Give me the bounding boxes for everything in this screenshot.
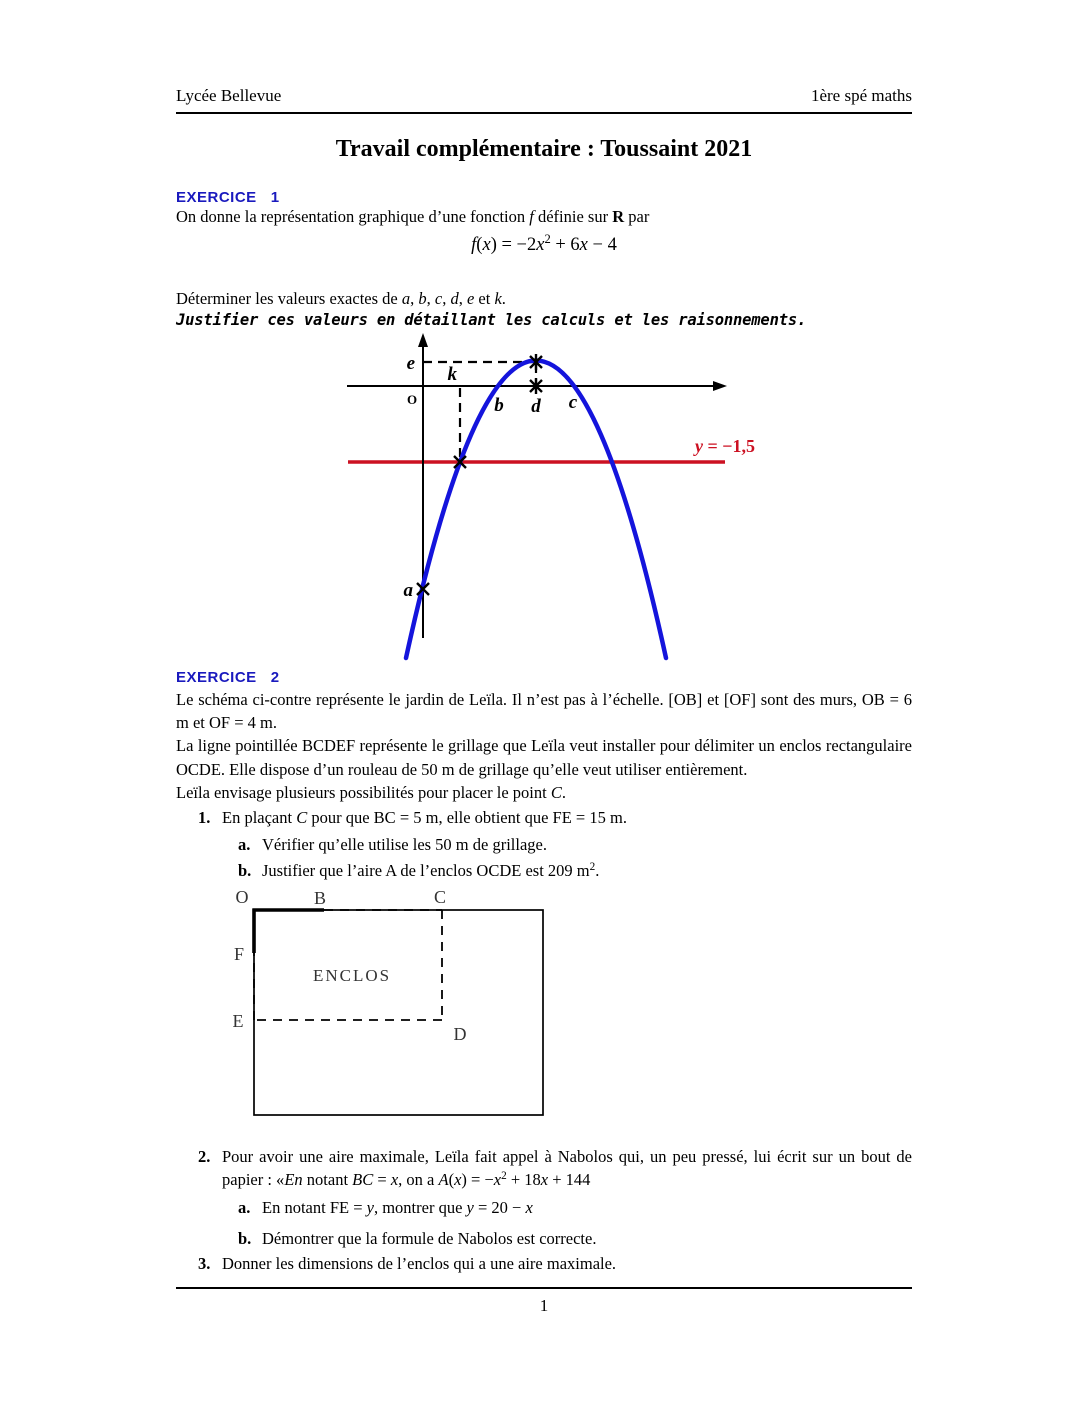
red-line-label xyxy=(693,436,755,456)
enclos-label: ENCLOS xyxy=(312,966,392,985)
y-axis-arrow-icon xyxy=(418,333,428,347)
diagram-label-D: D xyxy=(453,1024,467,1044)
graph-label-a: a xyxy=(403,580,413,601)
list-item-1a-number: a. xyxy=(238,835,251,854)
graph-label-origin: O xyxy=(406,392,418,407)
list-item-2b xyxy=(176,1227,912,1250)
page-header xyxy=(176,84,912,114)
exercise2-paragraph-3: Leïla envisage plusieurs possibilités pour placer le point C. xyxy=(176,782,566,802)
x-axis-arrow-icon xyxy=(713,381,727,391)
exercise2-paragraph-1: Le schéma ci-contre représente le jardin de Leïla. Il n’est pas à l’échelle. [OB] et [OF] sont des murs, OB = 6 m et OF = 4 m. xyxy=(176,690,912,733)
list-item-2 xyxy=(176,1145,912,1194)
graph-label-k: k xyxy=(447,364,457,385)
list-item-3-number: 3. xyxy=(198,1254,211,1273)
list-item-3 xyxy=(176,1252,912,1275)
list-item-2-text: Pour avoir une aire maximale, Leïla fait appel à Nabolos qui, un peu pressé, lui écrit sur un bout de papier : «En notant BC = x, on a $A(x) = -x^2 + 18x + 144$ xyxy=(222,1147,912,1190)
list-item-2a-text: En notant FE = y, montrer que y = 20 − x xyxy=(262,1198,533,1217)
list-item-2b-number: b. xyxy=(238,1229,252,1248)
exercise2-paragraph-2: La ligne pointillée BCDEF représente le grillage que Leïla veut installer pour délimiter un enclos rectangulaire OCDE. Elle dispose d’un rouleau de 50 m de grillage qu’elle veut utiliser entièrement. xyxy=(176,736,912,779)
function-graph xyxy=(345,333,765,663)
garden-diagram xyxy=(225,885,555,1150)
exercise1-determine: Déterminer les valeurs exactes de a, b, c, d, e et k. xyxy=(176,289,506,308)
diagram-label-O: O xyxy=(235,887,249,907)
graph-label-d: d xyxy=(531,396,541,417)
list-item-3-text: Donner les dimensions de l’enclos qui a une aire maximale. xyxy=(222,1254,617,1273)
page-number: 1 xyxy=(539,1296,549,1315)
garden-rectangle xyxy=(254,910,543,1115)
list-item-2b-text: Démontrer que la formule de Nabolos est correcte. xyxy=(262,1229,597,1248)
header-class: 1ère spé maths xyxy=(810,86,912,105)
list-item-1b xyxy=(176,859,912,885)
list-item-2-number: 2. xyxy=(198,1147,211,1166)
exercise2-heading-number: 2 xyxy=(270,669,280,686)
list-item-1a xyxy=(176,833,912,856)
footer-rule xyxy=(176,1287,912,1289)
list-item-2a-number: a. xyxy=(238,1198,251,1217)
graph-label-e: e xyxy=(406,353,415,374)
exercise1-intro: On donne la représentation graphique d’une fonction f définie sur R par xyxy=(176,207,650,226)
list-item-1b-number: b. xyxy=(238,861,252,880)
list-item-1-number: 1. xyxy=(198,808,211,827)
list-item-1b-text: Justifier que l’aire A de l’enclos OCDE est 209 $m^2$. xyxy=(262,860,600,880)
exercise2-heading-label: EXERCICE xyxy=(176,669,257,686)
list-item-1a-text: Vérifier qu’elle utilise les 50 m de grillage. xyxy=(262,835,547,854)
function-formula: $f(x) = -2x^2 + 6x - 4$ xyxy=(471,232,617,255)
list-item-1 xyxy=(176,806,912,829)
exercise1-heading-label: EXERCICE xyxy=(176,189,257,206)
exercise2-heading xyxy=(176,666,280,689)
exercise2-intro xyxy=(176,688,912,804)
red-line-label-var: y xyxy=(694,436,703,456)
graph-label-c: c xyxy=(568,392,578,413)
exercise1-justify: Justifier ces valeurs en détaillant les calculs et les raisonnements. xyxy=(176,311,807,329)
exercise1-heading-number: 1 xyxy=(270,189,280,206)
red-line-label-value: = −1,5 xyxy=(702,436,755,456)
diagram-label-C: C xyxy=(433,887,447,907)
diagram-label-E: E xyxy=(232,1011,244,1031)
list-item-1-text: En plaçant C pour que BC = 5 m, elle obtient que FE = 15 m. xyxy=(222,808,627,827)
diagram-label-B: B xyxy=(313,888,327,908)
diagram-label-F: F xyxy=(233,944,245,964)
list-item-2a xyxy=(176,1196,912,1219)
page-title: Travail complémentaire : Toussaint 2021 xyxy=(335,136,753,162)
graph-label-b: b xyxy=(494,395,504,416)
header-school: Lycée Bellevue xyxy=(176,86,282,105)
